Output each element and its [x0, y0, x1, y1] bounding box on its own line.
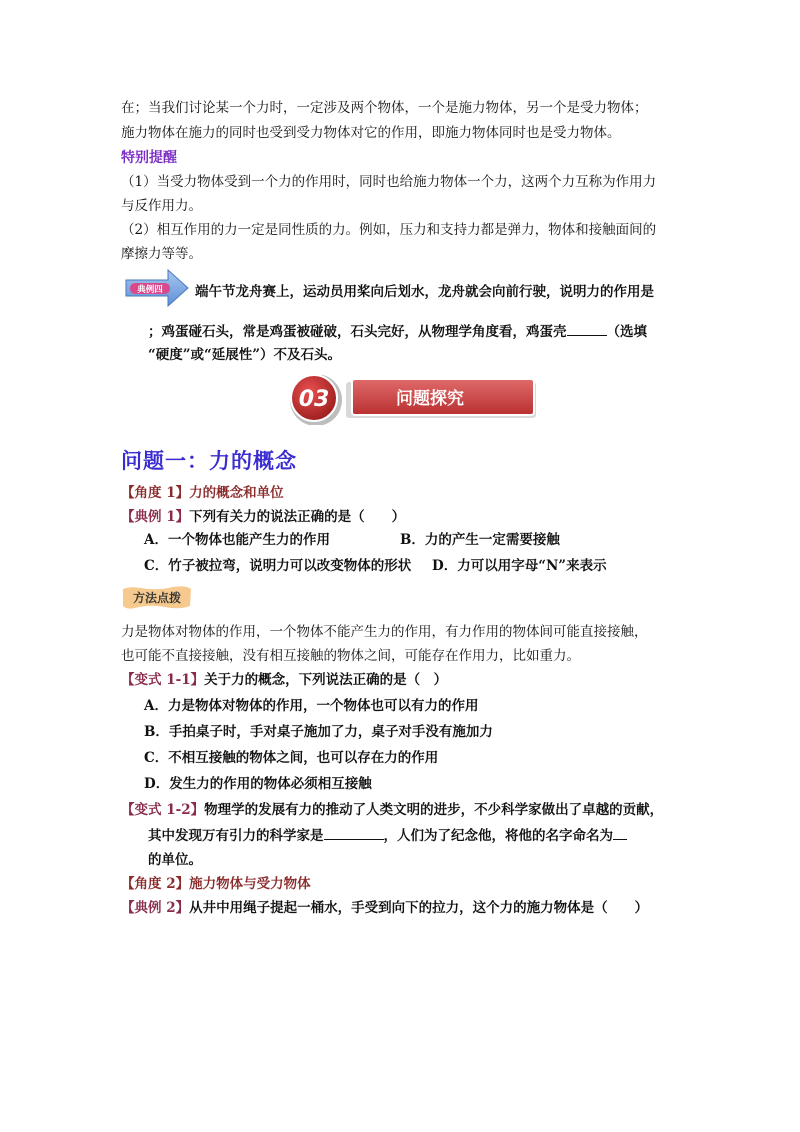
scientist-blank[interactable] [324, 825, 384, 840]
method-tag-label: 方法点拨 [132, 591, 182, 605]
angle-1 [121, 483, 284, 503]
angle-2 [121, 874, 311, 894]
variant-1-1-tag: 【变式 1-1】 [121, 672, 205, 688]
variant-1-2-line-2 [148, 825, 627, 846]
example-1-option-d: D．力可以用字母“N”来表示 [432, 558, 607, 574]
example-2-question [121, 898, 648, 918]
method-line-1: 力是物体对物体的作用，一个物体不能产生力的作用，有力作用的物体间可能直接接触， [121, 624, 648, 640]
angle-1-text: 力的概念和单位 [189, 485, 284, 501]
section-banner [280, 375, 540, 425]
example-1-tag: 【典例 1】 [121, 509, 190, 525]
variant-1-2-tag: 【变式 1-2】 [121, 802, 205, 818]
example4-line-2 [148, 321, 647, 342]
example-1-question [121, 507, 405, 527]
example4-line-3: “硬度”或“延展性”）不及石头。 [148, 347, 342, 363]
example4-line-2-b: （选填 [606, 324, 647, 340]
example-1-option-c: C．竹子被拉弯，说明力可以改变物体的形状 [144, 558, 412, 574]
method-line-2: 也可能不直接接触，没有相互接触的物体之间，可能存在作用力，比如重力。 [121, 648, 580, 664]
variant-1-2-line-2-b: ，人们为了纪念他，将他的名字命名为 [383, 828, 613, 844]
method-tag-graphic [121, 585, 193, 610]
tip-p1-line-1: （1）当受力物体受到一个力的作用时，同时也给施力物体一个力，这两个力互称为作用力 [121, 174, 657, 190]
example-1-option-a: A．一个物体也能产生力的作用 [144, 532, 330, 548]
variant-1-1-question [121, 670, 447, 690]
tip-p1-line-2: 与反作用力。 [121, 198, 202, 214]
tip-p2-line-1: （2）相互作用的力一定是同性质的力。例如，压力和支持力都是弹力，物体和接触面间的 [121, 222, 657, 238]
intro-line-2: 施力物体在施力的同时也受到受力物体对它的作用，即施力物体同时也是受力物体。 [121, 125, 621, 141]
variant-1-2-line-3: 的单位。 [148, 852, 202, 868]
problem-heading: 问题一：力的概念 [121, 448, 297, 473]
angle-1-tag: 【角度 1】 [121, 485, 190, 501]
tip-title: 特别提醒 [121, 150, 177, 166]
variant-1-2-line-2-a: 其中发现万有引力的科学家是 [148, 828, 324, 844]
method-tag [121, 585, 193, 610]
example-2-tag: 【典例 2】 [121, 900, 190, 916]
variant-1-1-option-c: C．不相互接触的物体之间，也可以存在力的作用 [144, 750, 439, 766]
banner-graphic [280, 375, 540, 425]
tip-p2-line-2: 摩擦力等等。 [121, 246, 202, 262]
variant-1-1-option-a: A．力是物体对物体的作用，一个物体也可以有力的作用 [144, 698, 479, 714]
angle-2-tag: 【角度 2】 [121, 876, 190, 892]
example-2-text: 从井中用绳子提起一桶水，手受到向下的拉力，这个力的施力物体是（ ） [189, 900, 649, 916]
unit-blank[interactable] [613, 825, 627, 840]
variant-1-1-option-b: B．手拍桌子时，手对桌子施加了力，桌子对手没有施加力 [144, 724, 493, 740]
badge-label: 典例四 [137, 285, 163, 295]
example-badge [124, 269, 190, 307]
variant-1-1-text: 关于力的概念，下列说法正确的是（ ） [204, 672, 448, 688]
banner-number: 03 [298, 387, 330, 412]
example-1-option-b: B．力的产生一定需要接触 [400, 532, 560, 548]
arrow-badge-icon [124, 269, 190, 307]
example4-line-2-a: ；鸡蛋碰石头，常是鸡蛋被碰破，石头完好，从物理学角度看，鸡蛋壳 [148, 324, 567, 340]
answer-blank[interactable] [567, 321, 607, 336]
angle-2-text: 施力物体与受力物体 [189, 876, 311, 892]
example4-line-1: 端午节龙舟赛上，运动员用桨向后划水，龙舟就会向前行驶，说明力的作用是 [195, 284, 654, 300]
intro-line-1: 在；当我们讨论某一个力时，一定涉及两个物体，一个是施力物体，另一个是受力物体； [121, 100, 648, 116]
example-1-text: 下列有关力的说法正确的是（ ） [189, 509, 406, 525]
variant-1-2-line-1 [121, 800, 663, 820]
variant-1-2-text: 物理学的发展有力的推动了人类文明的进步，不少科学家做出了卓越的贡献， [204, 802, 664, 818]
banner-title: 问题探究 [396, 389, 464, 409]
variant-1-1-option-d: D．发生力的作用的物体必须相互接触 [144, 776, 372, 792]
